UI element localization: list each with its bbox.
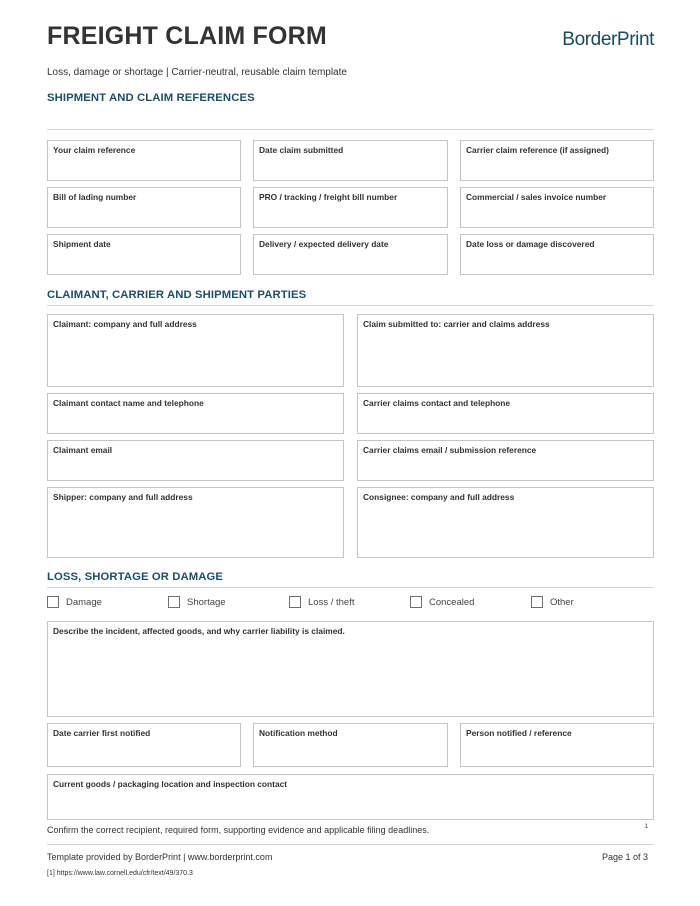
claim-reference-field[interactable] bbox=[47, 140, 241, 181]
checkbox-damage[interactable] bbox=[47, 595, 102, 609]
field-label: Claim submitted to: carrier and claims address bbox=[363, 319, 550, 329]
field-label: Your claim reference bbox=[53, 145, 136, 155]
field-label: Delivery / expected delivery date bbox=[259, 239, 389, 249]
field-label: Bill of lading number bbox=[53, 192, 137, 202]
field-label: Claimant contact name and telephone bbox=[53, 398, 204, 408]
claimant-contact-field[interactable] bbox=[47, 393, 344, 434]
field-label: Claimant: company and full address bbox=[53, 319, 197, 329]
checkbox-icon[interactable] bbox=[531, 596, 543, 608]
consignee-address-field[interactable] bbox=[357, 487, 654, 558]
field-label: Carrier claims contact and telephone bbox=[363, 398, 511, 408]
carrier-email-field[interactable] bbox=[357, 440, 654, 481]
carrier-claim-reference-field[interactable] bbox=[460, 140, 654, 181]
footnote-link[interactable]: [1] https://www.law.cornell.edu/cfr/text/49/370.3 bbox=[47, 870, 193, 877]
bill-of-lading-field[interactable] bbox=[47, 187, 241, 228]
field-label: Date claim submitted bbox=[259, 145, 344, 155]
section-divider bbox=[47, 305, 654, 306]
field-label: Date carrier first notified bbox=[53, 728, 151, 738]
checkbox-loss-theft[interactable] bbox=[289, 595, 354, 609]
checkbox-label: Shortage bbox=[187, 596, 226, 608]
date-discovered-field[interactable] bbox=[460, 234, 654, 275]
field-label: Commercial / sales invoice number bbox=[466, 192, 607, 202]
field-label: PRO / tracking / freight bill number bbox=[259, 192, 398, 202]
field-label: Notification method bbox=[259, 728, 338, 738]
field-label: Date loss or damage discovered bbox=[466, 239, 595, 249]
page-subtitle: Loss, damage or shortage | Carrier-neutral, reusable claim template bbox=[47, 67, 347, 78]
section-heading-loss: LOSS, SHORTAGE OR DAMAGE bbox=[47, 571, 224, 583]
notification-method-field[interactable] bbox=[253, 723, 448, 767]
field-label: Carrier claim reference (if assigned) bbox=[466, 145, 609, 155]
carrier-address-field[interactable] bbox=[357, 314, 654, 387]
footer-divider bbox=[47, 844, 654, 845]
pro-tracking-field[interactable] bbox=[253, 187, 448, 228]
carrier-contact-field[interactable] bbox=[357, 393, 654, 434]
delivery-date-field[interactable] bbox=[253, 234, 448, 275]
brand-logo: BorderPrint bbox=[562, 29, 654, 50]
field-label: Current goods / packaging location and inspection contact bbox=[53, 779, 288, 789]
checkbox-icon[interactable] bbox=[410, 596, 422, 608]
checkbox-label: Concealed bbox=[429, 596, 475, 608]
claimant-email-field[interactable] bbox=[47, 440, 344, 481]
shipment-date-field[interactable] bbox=[47, 234, 241, 275]
goods-location-field[interactable] bbox=[47, 774, 654, 820]
section-heading-parties: CLAIMANT, CARRIER AND SHIPMENT PARTIES bbox=[47, 289, 307, 301]
incident-description-field[interactable] bbox=[47, 621, 654, 717]
field-label: Describe the incident, affected goods, and why carrier liability is claimed. bbox=[53, 626, 345, 636]
section-divider bbox=[47, 129, 654, 130]
checkbox-label: Other bbox=[550, 596, 574, 608]
invoice-number-field[interactable] bbox=[460, 187, 654, 228]
checkbox-shortage[interactable] bbox=[168, 595, 226, 609]
field-label: Shipper: company and full address bbox=[53, 492, 193, 502]
checkbox-icon[interactable] bbox=[47, 596, 59, 608]
section-heading-references: SHIPMENT AND CLAIM REFERENCES bbox=[47, 92, 255, 104]
checkbox-label: Loss / theft bbox=[308, 596, 355, 608]
date-carrier-notified-field[interactable] bbox=[47, 723, 241, 767]
shipper-address-field[interactable] bbox=[47, 487, 344, 558]
confirmation-note: Confirm the correct recipient, required form, supporting evidence and applicable filing deadlines. bbox=[47, 825, 430, 835]
footnote-marker: 1 bbox=[644, 823, 648, 830]
date-claim-submitted-field[interactable] bbox=[253, 140, 448, 181]
field-label: Person notified / reference bbox=[466, 728, 572, 738]
footer-provider: Template provided by BorderPrint | www.borderprint.com bbox=[47, 852, 273, 862]
page-number: Page 1 of 3 bbox=[601, 852, 648, 862]
person-notified-field[interactable] bbox=[460, 723, 654, 767]
claimant-address-field[interactable] bbox=[47, 314, 344, 387]
field-label: Carrier claims email / submission reference bbox=[363, 445, 537, 455]
field-label: Consignee: company and full address bbox=[363, 492, 515, 502]
field-label: Shipment date bbox=[53, 239, 111, 249]
field-label: Claimant email bbox=[53, 445, 113, 455]
checkbox-concealed[interactable] bbox=[410, 595, 474, 609]
page-title: FREIGHT CLAIM FORM bbox=[47, 22, 327, 50]
checkbox-icon[interactable] bbox=[289, 596, 301, 608]
checkbox-other[interactable] bbox=[531, 595, 574, 609]
checkbox-label: Damage bbox=[66, 596, 102, 608]
checkbox-icon[interactable] bbox=[168, 596, 180, 608]
section-divider bbox=[47, 587, 654, 588]
